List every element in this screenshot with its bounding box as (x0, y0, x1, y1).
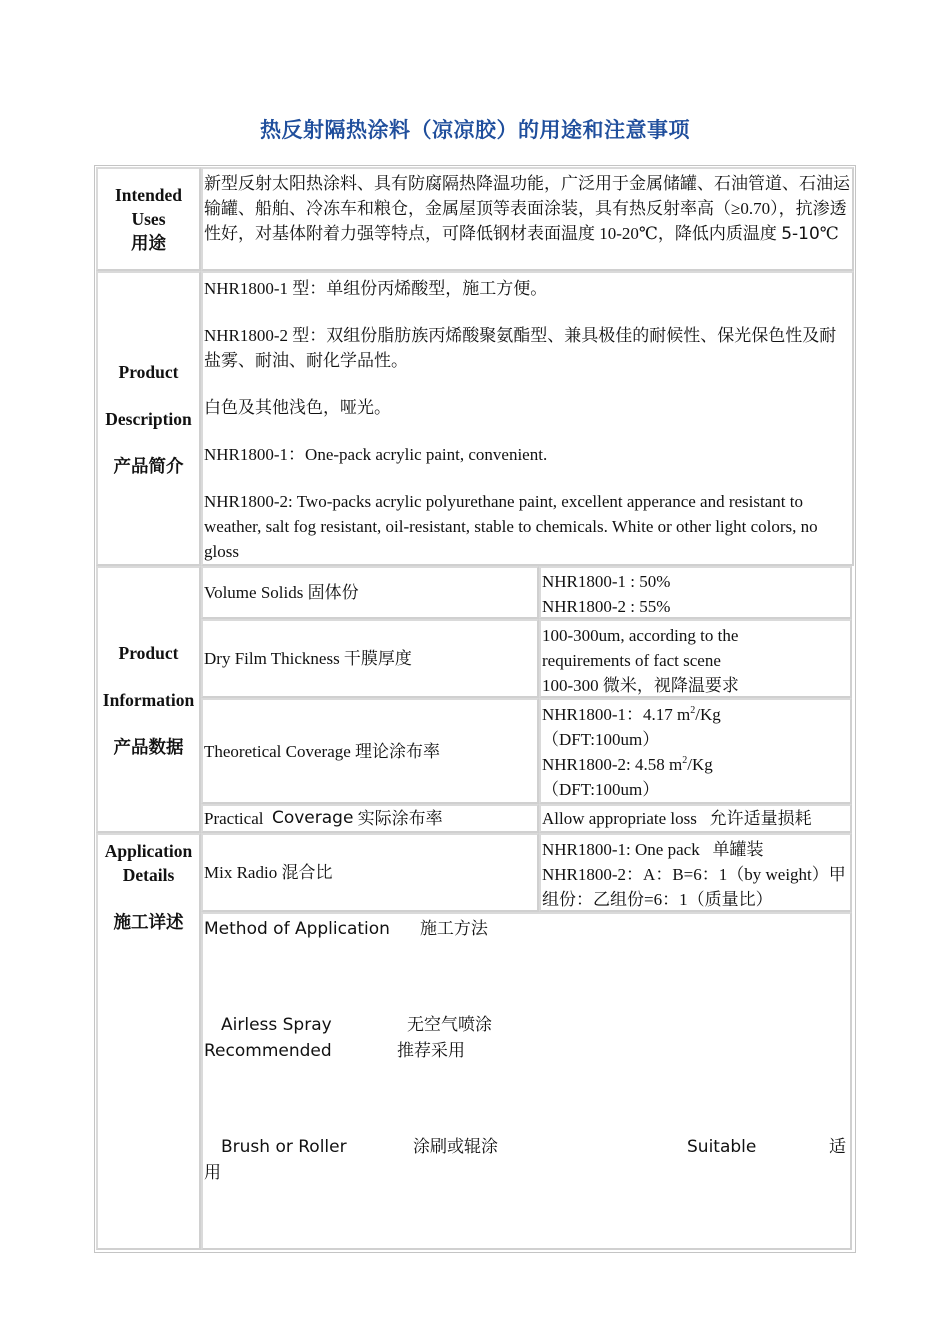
theoretical-line-1-unit: /Kg (695, 705, 721, 724)
application-label-cell (96, 833, 201, 1250)
dry-film-value-cell (539, 619, 852, 698)
dry-film-line-2: 100-300 微米，视降温要求 (542, 676, 739, 695)
mix-ratio-line-2: NHR1800-2：A：B=6：1（by weight）甲组份：乙组份=6：1（质量比） (542, 865, 846, 909)
description-label-zh: 产品简介 (113, 455, 184, 476)
theoretical-coverage-line-3 (542, 752, 849, 777)
description-label-en-1: Product (118, 361, 179, 382)
dry-film-line-1: 100-300um, according to the requirements of fact scene (542, 626, 739, 670)
method-of-application-cell (201, 912, 852, 1250)
theoretical-coverage-line-2: （DFT:100um） (542, 730, 660, 749)
airless-recommended-label-zh: 推荐采用 (397, 1041, 465, 1060)
uses-label-cell (96, 167, 201, 271)
theoretical-coverage-line-4: （DFT:100um） (542, 780, 660, 799)
theoretical-line-3-sup: 2 (682, 755, 688, 766)
airless-recommended-label: Recommended (204, 1041, 332, 1061)
volume-solids-value-cell (539, 566, 852, 619)
practical-coverage-label-zh: 实际涂布率 (353, 809, 443, 828)
information-label-cell (96, 566, 201, 833)
theoretical-coverage-label-cell (201, 698, 539, 804)
practical-coverage-label: Practical (204, 809, 272, 828)
description-paragraph-5: NHR1800-2: Two-packs acrylic polyurethane paint, excellent apperance and resistant to weather, salt fog resistant, oil-resistant, stable to chemicals. White or other light colors, no gloss (204, 492, 818, 561)
dry-film-label: Dry Film Thickness 干膜厚度 (204, 649, 412, 668)
dry-film-label-cell (201, 619, 539, 698)
volume-solids-label: Volume Solids 固体份 (204, 583, 359, 602)
brush-suitable-label-zh-2: 用 (204, 1163, 221, 1182)
mix-ratio-line-1: NHR1800-1: One pack 单罐装 (542, 840, 764, 859)
airless-spray-label-zh: 无空气喷涂 (407, 1015, 492, 1034)
uses-label-zh: 用途 (131, 233, 166, 253)
theoretical-line-1-text: NHR1800-1：4.17 m (542, 705, 691, 724)
theoretical-line-1-sup: 2 (690, 705, 696, 716)
theoretical-line-3-text: NHR1800-2: 4.58 m (542, 755, 683, 774)
application-label-zh: 施工详述 (113, 912, 184, 932)
application-label-en-2: Details (122, 865, 175, 885)
description-paragraph-4: NHR1800-1：One-pack acrylic paint, convenient. (204, 445, 548, 464)
description-paragraph-1: NHR1800-1 型：单组份丙烯酸型，施工方便。 (204, 279, 548, 298)
page-title: 热反射隔热涂料（凉凉胶）的用途和注意事项 (260, 118, 690, 142)
practical-coverage-label-cell (201, 804, 539, 833)
brush-roller-label-zh: 涂刷或辊涂 (413, 1137, 498, 1156)
method-heading-en: Method of Application (204, 919, 390, 939)
theoretical-coverage-label: Theoretical Coverage 理论涂布率 (204, 741, 441, 761)
uses-label-en-1: Intended (114, 185, 183, 205)
uses-label-en-2: Uses (131, 209, 166, 229)
volume-solids-label-cell (201, 566, 539, 619)
method-heading-zh: 施工方法 (419, 919, 488, 938)
brush-suitable-label-zh-1: 适 (829, 1137, 846, 1156)
information-label-zh: 产品数据 (113, 736, 184, 757)
description-label-en-2: Description (105, 408, 192, 429)
uses-text-cell (201, 167, 854, 271)
description-paragraph-3: 白色及其他浅色，哑光。 (204, 398, 391, 417)
airless-spray-label: Airless Spray (221, 1015, 332, 1035)
mix-ratio-value-cell (539, 833, 852, 912)
volume-solids-line-2: NHR1800-2 : 55% (542, 597, 671, 616)
uses-text-temp: 5-10 (781, 224, 820, 244)
application-label-en-1: Application (104, 841, 193, 861)
uses-text-unit: ℃ (819, 224, 839, 243)
uses-text: 新型反射太阳热涂料、具有防腐隔热降温功能，广泛用于金属储罐、石油管道、石油运输罐、船舶、冷冻车和粮仓，金属屋顶等表面涂装，具有热反射率高（≥0.70），抗渗透性好，对基体附着力强等特点，可降低钢材表面温度 10-20℃，降低内质温度 (204, 174, 850, 243)
theoretical-coverage-value-cell (539, 698, 852, 804)
mix-ratio-label: Mix Radio 混合比 (204, 863, 333, 882)
practical-coverage-label-word: Coverage (271, 808, 354, 828)
description-label-cell (96, 271, 201, 566)
description-text-cell (201, 271, 854, 566)
theoretical-coverage-line-1 (542, 702, 849, 727)
description-paragraph-2: NHR1800-2 型：双组份脂肪族丙烯酸聚氨酯型、兼具极佳的耐候性、保光保色性及耐盐雾、耐油、耐化学品性。 (204, 326, 837, 370)
information-label-en-1: Product (118, 642, 179, 663)
volume-solids-line-1: NHR1800-1 : 50% (542, 572, 671, 591)
mix-ratio-label-cell (201, 833, 539, 912)
practical-coverage-value: Allow appropriate loss 允许适量损耗 (542, 809, 812, 828)
information-label-en-2: Information (102, 689, 195, 710)
theoretical-line-3-unit: /Kg (687, 755, 713, 774)
brush-roller-label: Brush or Roller (221, 1137, 347, 1157)
practical-coverage-value-cell (539, 804, 852, 833)
brush-suitable-label: Suitable (687, 1137, 757, 1157)
